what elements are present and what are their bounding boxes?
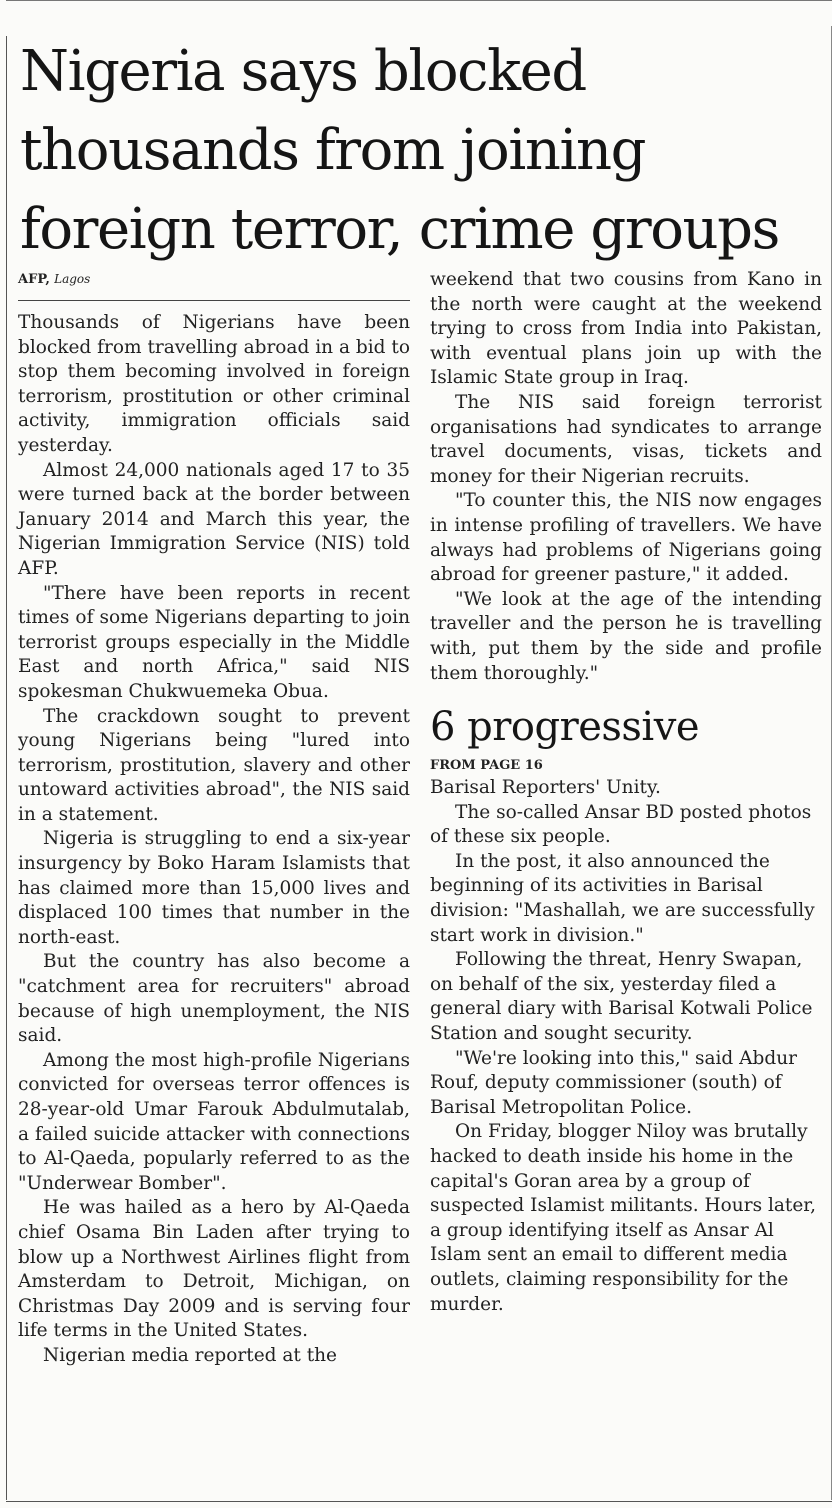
continuation-paragraph: In the post, it also announced the beginning of its activities in Barisal division: "Mashallah, we are successfully start work in division." [430, 850, 815, 946]
byline-source: AFP, [18, 272, 50, 287]
continuation-paragraph: Barisal Reporters' Unity. [430, 777, 661, 799]
bottom-rule [6, 1501, 832, 1502]
article-headline: Nigeria says blocked thousands from joining foreign terror, crime groups [20, 39, 779, 262]
continuation-paragraph: On Friday, blogger Niloy was brutally hacked to death inside his home in the capital's Goran area by a group of suspected Islamist militants. Hours later, a group identifying itself as Ansar Al Islam sent an email to different media outlets, claiming responsibility for the murder. [430, 1121, 816, 1315]
byline-divider [18, 300, 410, 301]
article-paragraph: "To counter this, the NIS now engages in intense profiling of travellers. We have always had problems of Nigerians going abroad for greener pasture," it added. [430, 490, 822, 586]
article-paragraph: Nigeria is struggling to end a six-year insurgency by Boko Haram Islamists that has claimed more than 15,000 lives and displaced 100 times that number in the north-east. [18, 828, 410, 948]
left-column [18, 268, 410, 1369]
top-rule [6, 0, 832, 1]
article-paragraph: The NIS said foreign terrorist organisations had syndicates to arrange travel documents, visas, tickets and money for their Nigerian recruits. [430, 391, 822, 487]
right-column [430, 268, 822, 1317]
continuation-kicker: FROM PAGE 16 [430, 758, 543, 774]
article-paragraph: Thousands of Nigerians have been blocked from travelling abroad in a bid to stop them becoming involved in foreign terrorism, prostitution or other criminal activity, immigration officials said yesterday. [18, 312, 410, 456]
byline-location: Lagos [54, 272, 91, 286]
article-paragraph: Nigerian media reported at the [43, 1344, 338, 1366]
article-paragraph: "There have been reports in recent times of some Nigerians departing to join terrorist groups especially in the Middle East and north Africa," said NIS spokesman Chukwuemeka Obua. [18, 582, 410, 702]
article-paragraph: The crackdown sought to prevent young Nigerians being "lured into terrorism, prostitution, slavery and other untoward activities abroad", the NIS said in a statement. [18, 705, 410, 825]
continuation-paragraph: The so-called Ansar BD posted photos of these six people. [430, 801, 812, 848]
byline [18, 268, 410, 290]
article-paragraph: weekend that two cousins from Kano in the north were caught at the weekend trying to cross from India into Pakistan, with eventual plans join up with the Islamic State group in Iraq. [430, 269, 822, 389]
left-column-rule [6, 36, 7, 1500]
article-paragraph: Almost 24,000 nationals aged 17 to 35 were turned back at the border between January 2014 and March this year, the Nigerian Immigration Service (NIS) told AFP. [18, 459, 410, 579]
article-paragraph: But the country has also become a "catchment area for recruiters" abroad because of high unemployment, the NIS said. [18, 951, 410, 1047]
continuation-headline: 6 progressive [430, 704, 699, 751]
article-paragraph: "We look at the age of the intending traveller and the person he is travelling with, put them by the side and profile them thoroughly." [430, 588, 822, 684]
continuation-paragraph: "We're looking into this," said Abdur Rouf, deputy commissioner (south) of Barisal Metropolitan Police. [430, 1047, 797, 1118]
article-paragraph: Among the most high-profile Nigerians convicted for overseas terror offences is 28-year-old Umar Farouk Abdulmutalab, a failed suicide attacker with connections to Al-Qaeda, popularly referred to as the "Underwear Bomber". [18, 1049, 410, 1194]
article-paragraph: He was hailed as a hero by Al-Qaeda chief Osama Bin Laden after trying to blow up a Northwest Airlines flight from Amsterdam to Detroit, Michigan, on Christmas Day 2009 and is serving four life terms in the United States. [18, 1197, 410, 1342]
continuation-story [430, 704, 822, 1317]
continuation-paragraph: Following the threat, Henry Swapan, on behalf of the six, yesterday filed a general diary with Barisal Kotwali Police Station and sought security. [430, 949, 813, 1045]
